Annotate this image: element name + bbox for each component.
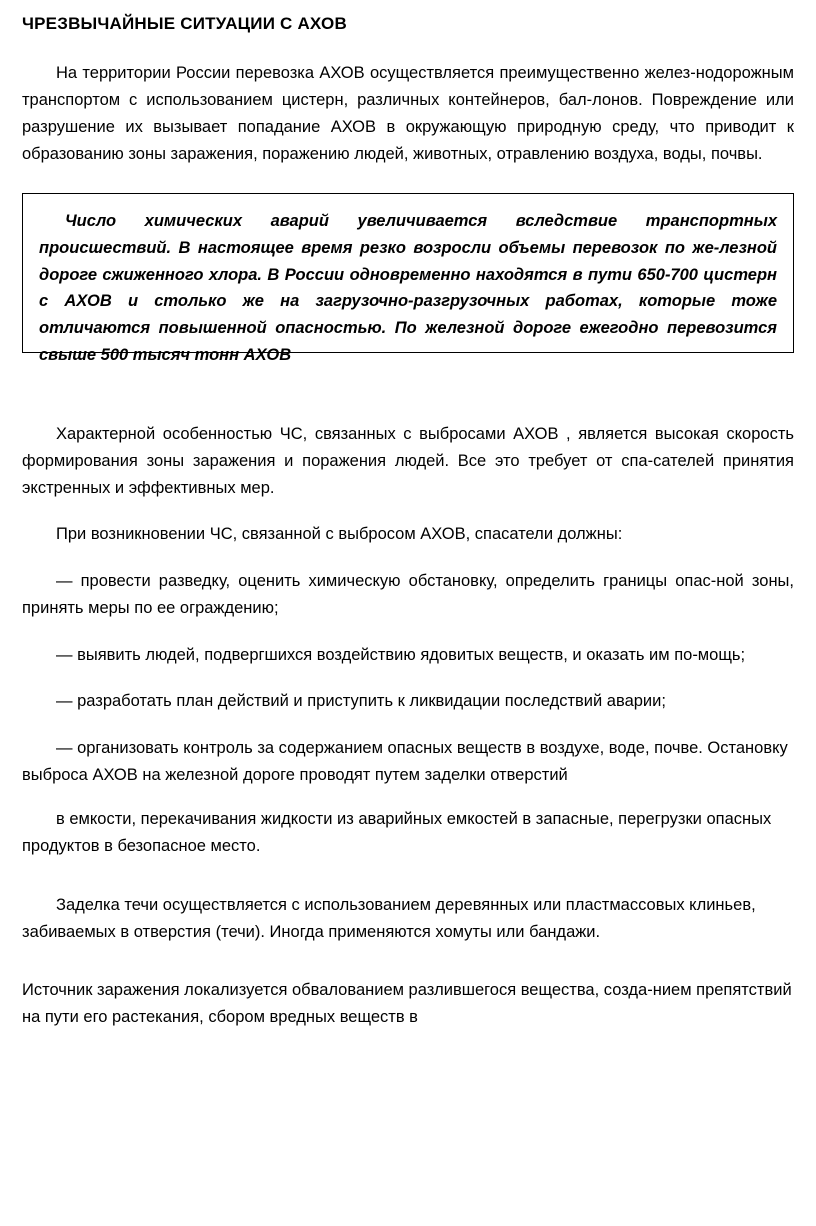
paragraph-feature: Характерной особенностью ЧС, связанных с выбросами АХОВ , является высокая скорость формирования зоны заражения и поражения людей. Все это требует от спа-сателей принятия экстренных и эффективных мер. xyxy=(22,425,794,497)
list-item: — разработать план действий и приступить к ликвидации последствий аварии; xyxy=(56,692,666,711)
section-gap xyxy=(22,878,794,892)
callout-text: Число химических аварий увеличивается вследствие транспортных происшествий. В настоящее время резко возросли объемы перевозок по же-лезной дороге сжиженного хлора. В России одновременно находятся в пути 650-700 цистерн с АХОВ и столько же на загрузочно-разгрузочных работах, которые тоже отличаются повышенной опасностью. По железной дороге ежегодно перевозится свыше 500 тысяч тонн АХОВ xyxy=(39,212,777,364)
list-item: — выявить людей, подвергшихся воздействию ядовитых веществ, и оказать им по-мощь; xyxy=(56,645,746,664)
paragraph-list-intro: При возникновении ЧС, связанной с выбросом АХОВ, спасатели должны: xyxy=(56,525,623,544)
paragraph-localization: Источник заражения локализуется обвалованием разлившегося вещества, созда-нием препятствий на пути его растекания, сбором вредных веществ в xyxy=(22,981,792,1027)
list-item: — организовать контроль за содержанием опасных веществ в воздухе, воде, почве. Остановку выброса АХОВ на железной дороге проводят путем заделки отверстий xyxy=(22,739,788,784)
callout-spacer xyxy=(22,371,794,421)
paragraph-intro: На территории России перевозка АХОВ осуществляется преимущественно желез-нодорожным транспортом с использованием цистерн, различных контейнеров, бал-лонов. Повреждение или разрушение их вызывает попадание АХОВ в окружающую природную среду, что приводит к образованию зоны заражения, поражению людей, животных, отравлению воздуха, воды, почвы. xyxy=(22,64,794,163)
list-item-continuation: в емкости, перекачивания жидкости из аварийных емкостей в запасные, перегрузки опасных продуктов в безопасное место. xyxy=(22,810,772,856)
callout-box xyxy=(22,193,794,364)
section-gap xyxy=(22,963,794,977)
list-item: — провести разведку, оценить химическую обстановку, определить границы опас-ной зоны, принять меры по ее ограждению; xyxy=(22,572,794,617)
page-title: ЧРЕЗВЫЧАЙНЫЕ СИТУАЦИИ С АХОВ xyxy=(22,14,347,33)
paragraph-sealing: Заделка течи осуществляется с использованием деревянных или пластмассовых клиньев, забиваемых в отверстия (течи). Иногда применяются хомуты или бандажи. xyxy=(22,895,756,941)
